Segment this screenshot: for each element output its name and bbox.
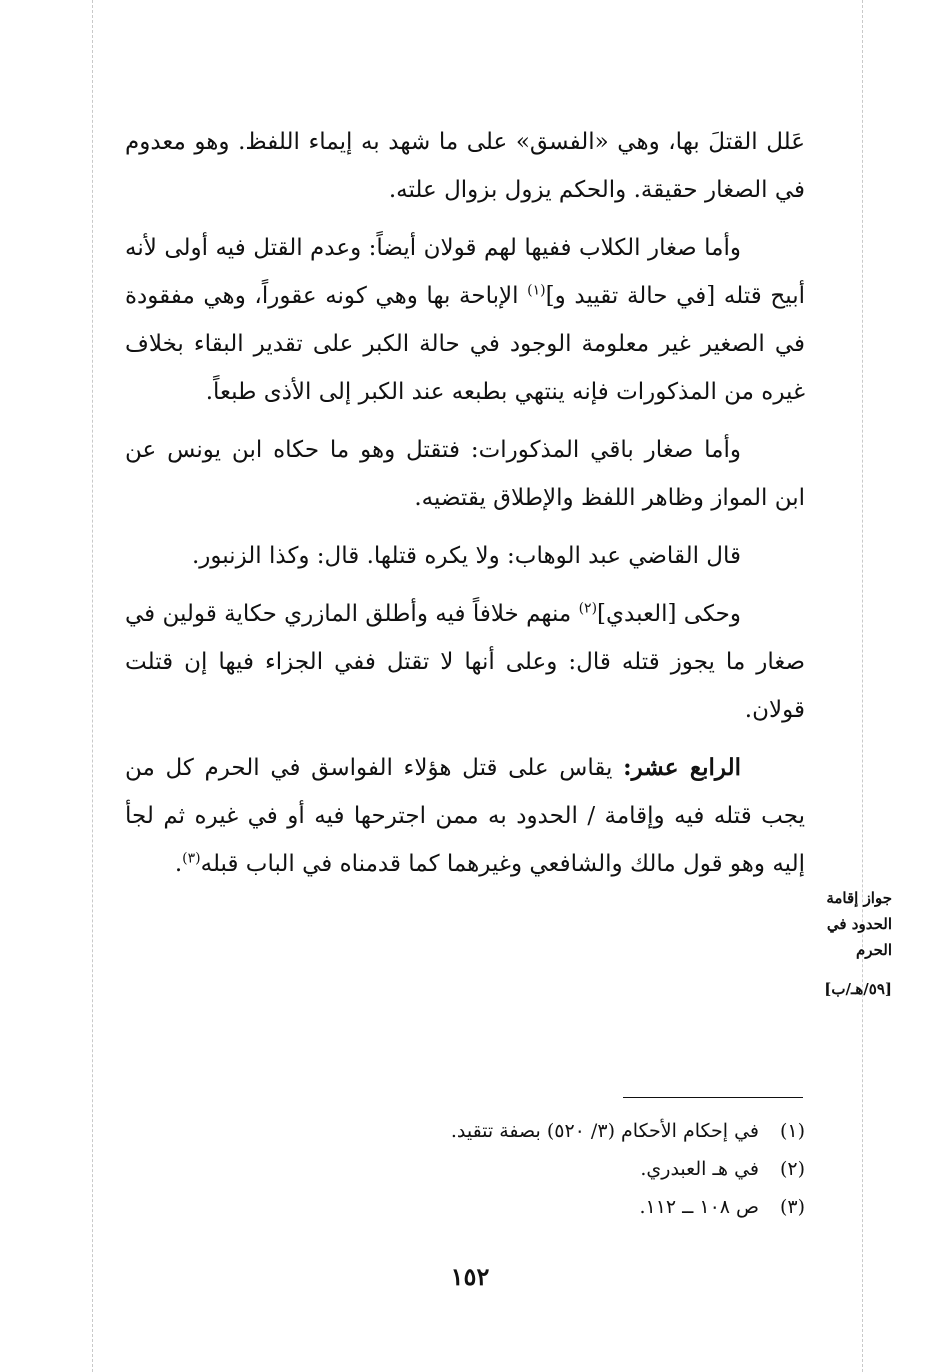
footnote-3-number: (٣) <box>779 1196 805 1218</box>
footnote-3 <box>300 1188 805 1226</box>
paragraph-2-text-b: الإباحة بها وهي كونه عقوراً، وهي مفقودة في الصغير غير معلومة الوجود في حالة الكبر على تقدير البقاء بخلاف غيره من المذكورات فإنه ينتهي بطبعه عند الكبر إلى الأذى طبعاً. <box>125 283 805 405</box>
margin-heading-line-1: جواز إقامة <box>826 889 892 907</box>
paragraph-6-text-a: يقاس على قتل هؤلاء الفواسق في الحرم كل من يجب قتله فيه وإقامة / الحدود به ممن اجترحها فيه أو في غيره ثم لجأ إليه وهو قول مالك والشافعي وغيرهما كما قدمناه في الباب قبله <box>125 755 805 877</box>
paragraph-1-text: عَلل القتلَ بها، وهي «الفسق» على ما شهد به إيماء اللفظ. وهو معدوم في الصغار حقيقة. والحكم يزول بزوال علته. <box>125 129 805 203</box>
margin-heading-line-3: الحرم <box>856 941 892 959</box>
paragraph-5-text-a: وحكى [العبدي] <box>597 601 741 627</box>
paragraph-4 <box>125 532 805 580</box>
paragraph-1 <box>125 118 805 214</box>
paragraph-5-text-b: منهم خلافاً فيه وأطلق المازري حكاية قولين في صغار ما يجوز قتله قال: وعلى أنها لا تقتل ففي الجزاء فيها إن قتلت قولان. <box>125 601 805 723</box>
scan-edge-left <box>92 0 93 1372</box>
paragraph-2 <box>125 224 805 416</box>
paragraph-6 <box>125 744 805 888</box>
paragraph-6-text-b: . <box>174 851 183 877</box>
footnote-1 <box>300 1112 805 1150</box>
paragraph-5 <box>125 590 805 734</box>
margin-heading <box>800 885 892 963</box>
footnote-divider <box>623 1097 803 1098</box>
paragraph-3 <box>125 426 805 522</box>
footnote-2-number: (٢) <box>779 1158 805 1180</box>
footnote-1-number: (١) <box>779 1120 805 1142</box>
paragraph-2-text-a: وأما صغار الكلاب ففيها لهم قولان أيضاً: وعدم القتل فيه أولى لأنه أبيح قتله [في حالة تقييد و] <box>125 235 805 309</box>
footnote-ref-3[interactable]: (٣) <box>182 850 201 867</box>
footnote-ref-2[interactable]: (٢) <box>578 600 598 617</box>
footnote-3-text: ص ١٠٨ ــ ١١٢. <box>639 1196 759 1218</box>
page-number: ١٥٢ <box>450 1262 490 1291</box>
paragraph-3-text: وأما صغار باقي المذكورات: فتقتل وهو ما حكاه ابن يونس عن ابن المواز وظاهر اللفظ والإطلاق يقتضيه. <box>125 437 805 511</box>
footnote-1-text: في إحكام الأحكام (٣/ ٥٢٠) بصفة تتقيد. <box>450 1120 759 1142</box>
scan-edge-right <box>862 0 863 1372</box>
footnote-ref-1[interactable]: (١) <box>527 282 546 299</box>
manuscript-folio-ref: [٥٩/هـ/ب] <box>824 980 892 998</box>
footnote-2-text: في هـ العبدري. <box>640 1158 759 1180</box>
paragraph-4-text: قال القاضي عبد الوهاب: ولا يكره قتلها. قال: وكذا الزنبور. <box>191 543 741 569</box>
page-body <box>125 118 805 1118</box>
margin-heading-line-2: الحدود في <box>826 915 892 933</box>
footnote-2 <box>300 1150 805 1188</box>
footnotes <box>300 1112 805 1226</box>
paragraph-6-lead: الرابع عشر: <box>623 754 741 781</box>
